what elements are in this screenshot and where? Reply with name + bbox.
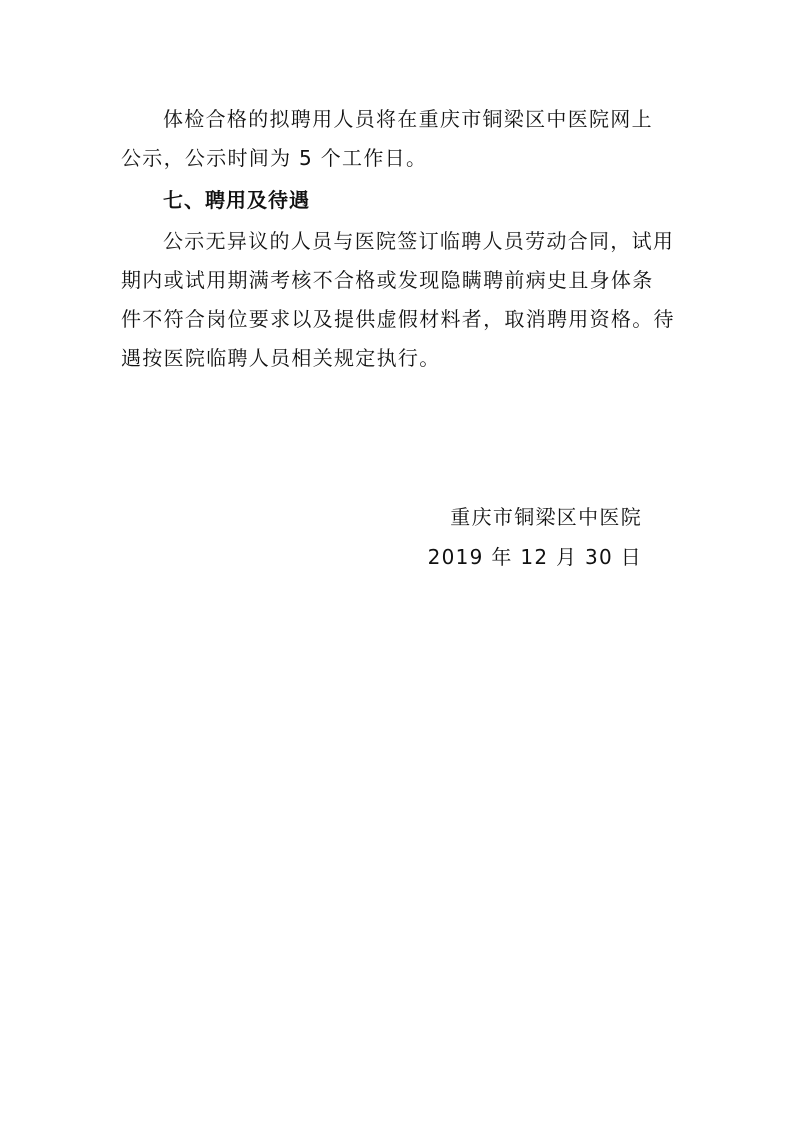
paragraph-line: 期内或试用期满考核不合格或发现隐瞒聘前病史且身体条 xyxy=(121,268,654,292)
paragraph-line: 遇按医院临聘人员相关规定执行。 xyxy=(121,346,441,370)
employment-terms-paragraph xyxy=(121,222,681,378)
section-heading-employment xyxy=(121,181,681,220)
section-heading: 七、聘用及待遇 xyxy=(163,188,310,212)
paragraph-line: 公示无异议的人员与医院签订临聘人员劳动合同，试用 xyxy=(163,229,675,253)
paragraph-line: 件不符合岗位要求以及提供虚假材料者，取消聘用资格。待 xyxy=(121,307,675,331)
issuing-organization: 重庆市铜梁区中医院 xyxy=(450,505,642,529)
medical-notice-paragraph xyxy=(121,100,681,178)
paragraph-line: 公示，公示时间为 5 个工作日。 xyxy=(121,146,428,170)
issue-date: 2019 年 12 月 30 日 xyxy=(427,545,642,569)
paragraph-line: 体检合格的拟聘用人员将在重庆市铜梁区中医院网上 xyxy=(163,107,653,131)
signature-block xyxy=(428,497,642,577)
